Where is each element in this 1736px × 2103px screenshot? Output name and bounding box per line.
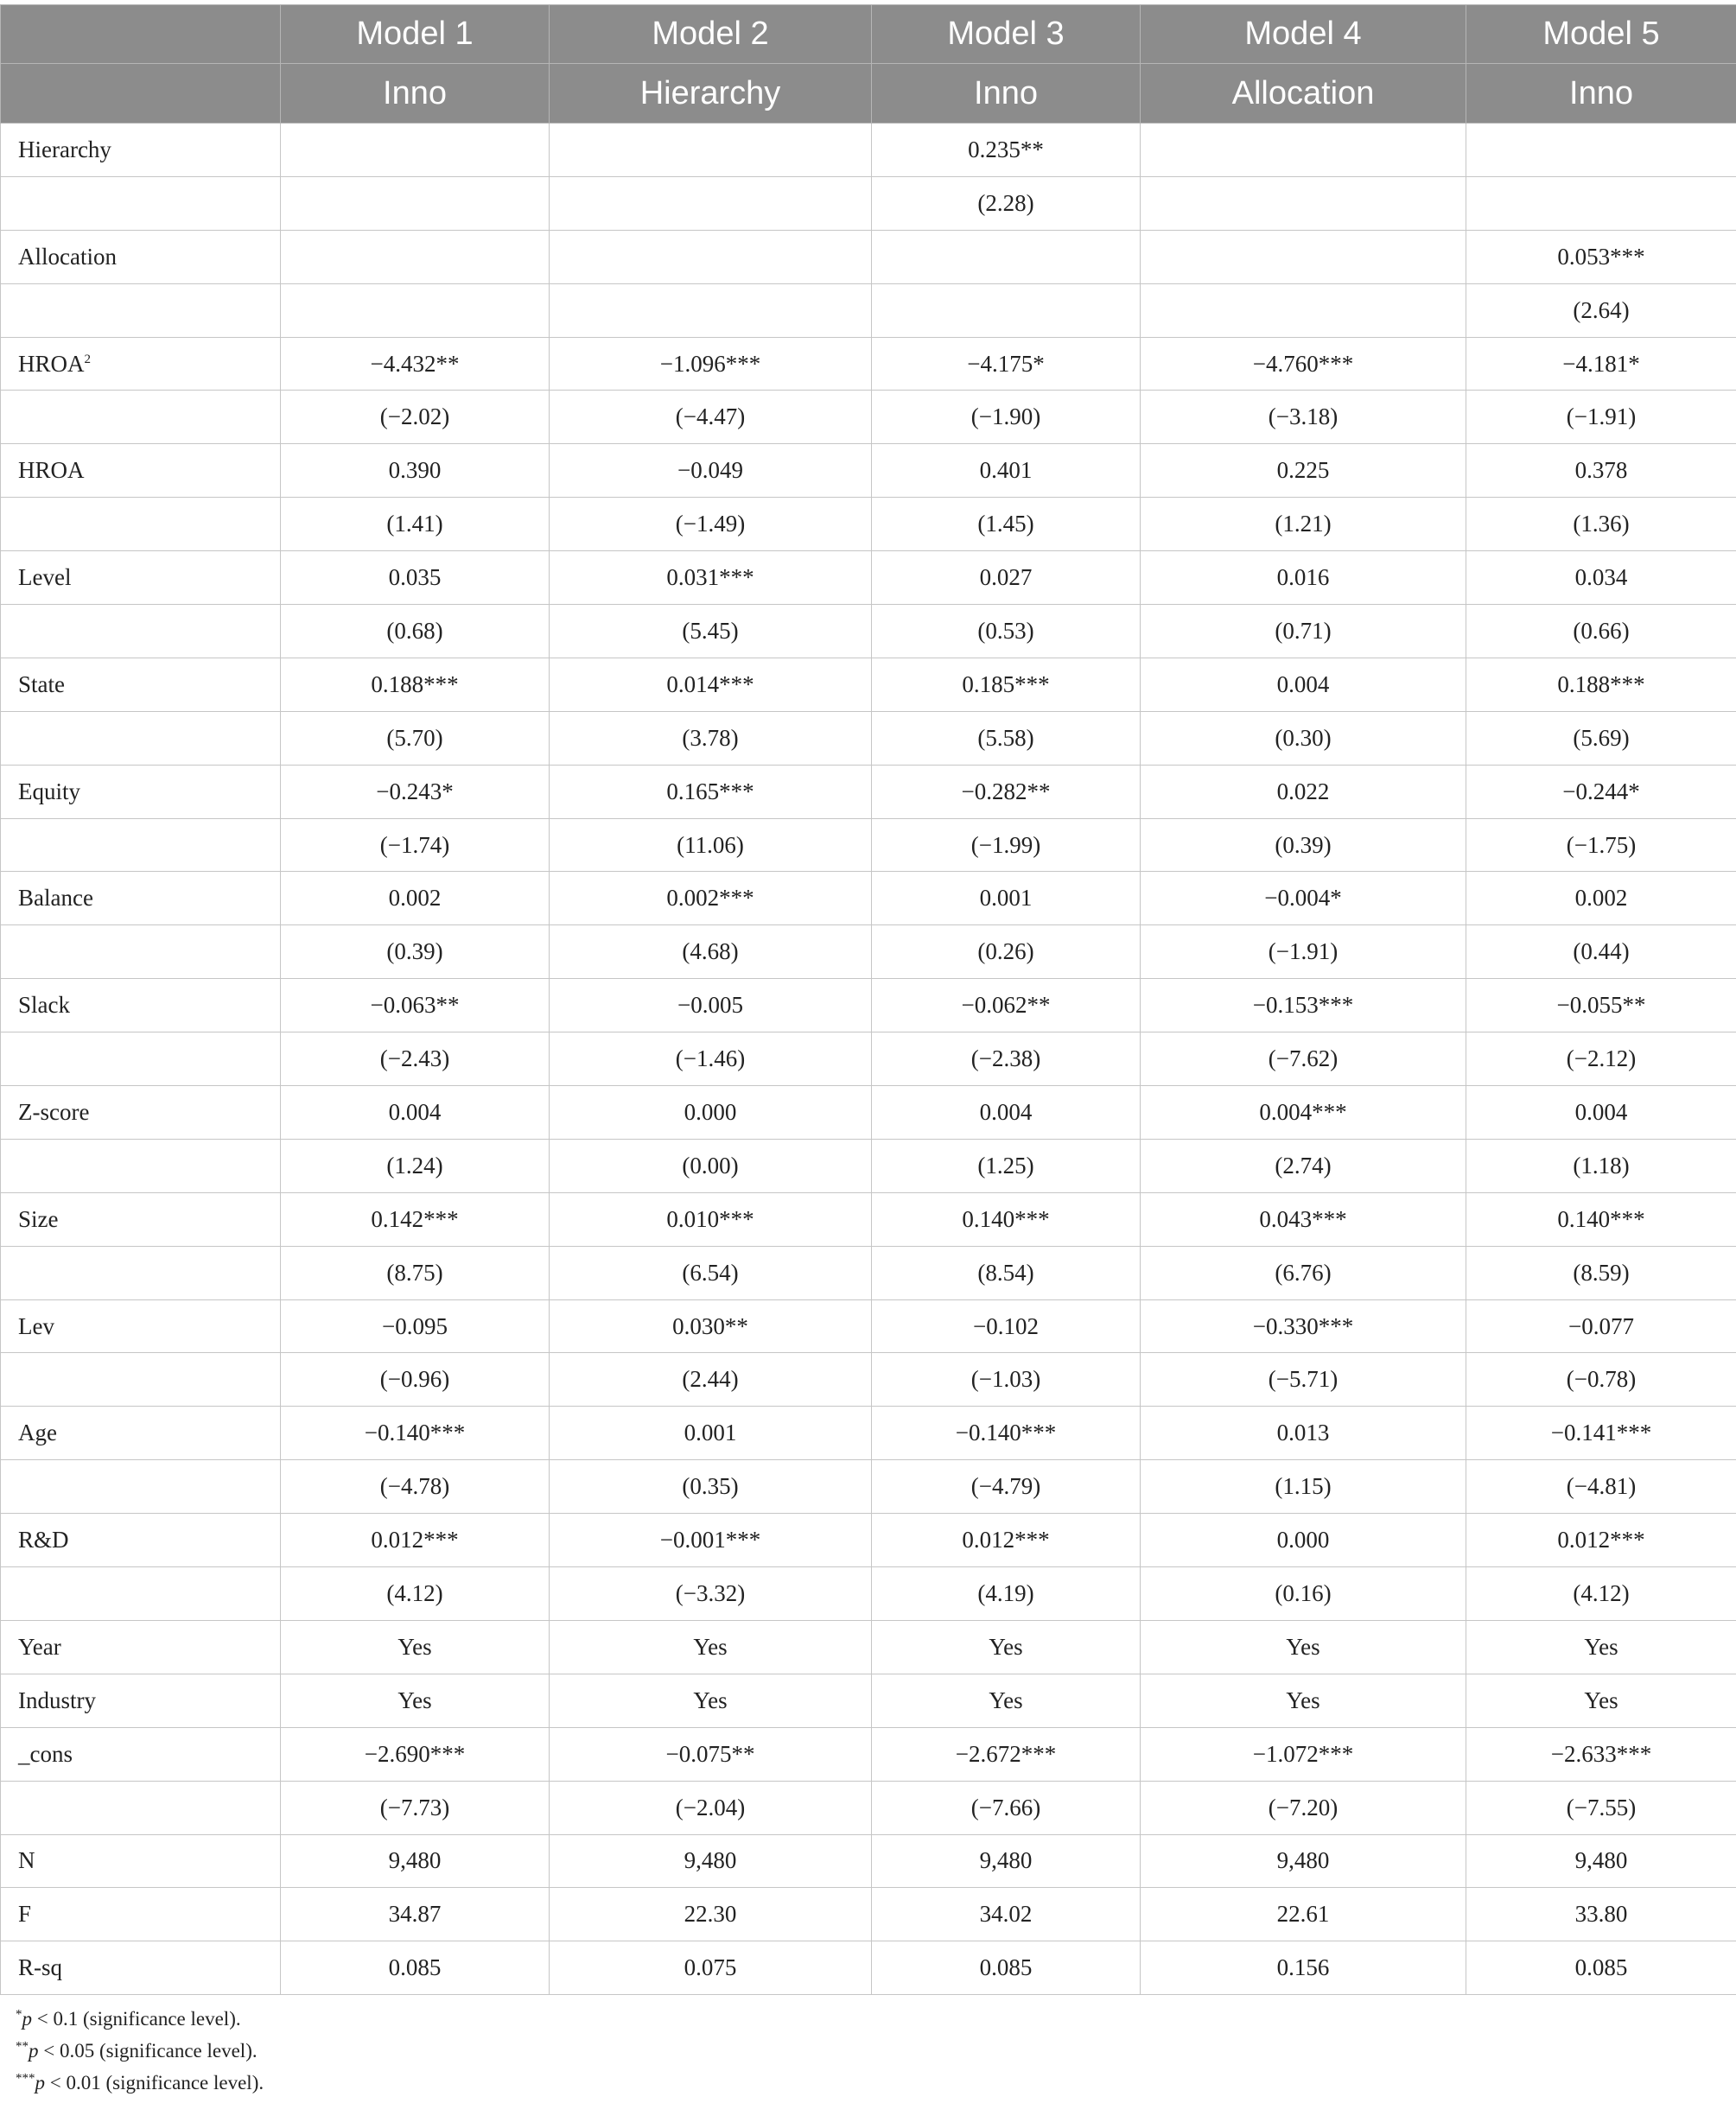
table-row — [1, 551, 1736, 605]
row-label — [1, 1674, 281, 1727]
row-label-text: Balance — [18, 885, 93, 912]
table-cell: (4.12) — [1466, 1567, 1736, 1621]
table-row — [1, 1567, 1736, 1621]
table-cell — [281, 230, 550, 283]
table-row — [1, 124, 1736, 177]
table-cell: Yes — [1141, 1620, 1466, 1674]
table-cell: (−1.49) — [550, 498, 872, 551]
table-cell: (11.06) — [550, 818, 872, 872]
row-label — [1, 711, 281, 765]
row-label-text: State — [18, 670, 65, 697]
note-p: p — [35, 2072, 45, 2093]
table-cell: 0.188*** — [281, 658, 550, 711]
header-corner — [1, 5, 281, 64]
row-label — [1, 872, 281, 925]
table-cell: 0.401 — [872, 444, 1141, 498]
table-cell: (−2.12) — [1466, 1032, 1736, 1086]
table-row — [1, 658, 1736, 711]
table-cell: −0.004* — [1141, 872, 1466, 925]
table-row — [1, 1781, 1736, 1834]
table-cell: 0.014*** — [550, 658, 872, 711]
table-row — [1, 1139, 1736, 1192]
table-cell: −4.175* — [872, 337, 1141, 391]
table-row — [1, 444, 1736, 498]
table-row — [1, 391, 1736, 444]
table-row — [1, 1299, 1736, 1353]
table-cell: (1.36) — [1466, 498, 1736, 551]
table-cell: Yes — [1141, 1674, 1466, 1727]
table-cell: −1.072*** — [1141, 1727, 1466, 1781]
header-row-dependent — [1, 64, 1736, 124]
header-model-5: Model 5 — [1466, 5, 1736, 64]
table-cell: (6.76) — [1141, 1246, 1466, 1299]
table-cell: (−7.55) — [1466, 1781, 1736, 1834]
table-row — [1, 1727, 1736, 1781]
table-cell: Yes — [281, 1674, 550, 1727]
note-text: < 0.1 (significance level). — [32, 2008, 241, 2030]
table-cell: Yes — [872, 1620, 1141, 1674]
table-cell: (−2.02) — [281, 391, 550, 444]
header-dep-4: Allocation — [1141, 64, 1466, 124]
table-cell: (0.30) — [1141, 711, 1466, 765]
table-notes — [16, 2003, 264, 2099]
table-cell: −0.095 — [281, 1299, 550, 1353]
row-label-text: Level — [18, 564, 72, 591]
table-cell: 0.140*** — [1466, 1192, 1736, 1246]
table-cell: (1.25) — [872, 1139, 1141, 1192]
regression-table — [0, 4, 1736, 1995]
table-cell: −0.141*** — [1466, 1407, 1736, 1460]
row-label-text: Industry — [18, 1687, 96, 1713]
table-row — [1, 1834, 1736, 1888]
table-cell: 0.140*** — [872, 1192, 1141, 1246]
row-label — [1, 176, 281, 230]
table-cell: (1.45) — [872, 498, 1141, 551]
row-label — [1, 1460, 281, 1514]
table-row — [1, 765, 1736, 818]
table-cell: (−0.78) — [1466, 1353, 1736, 1407]
table-cell: 34.87 — [281, 1888, 550, 1941]
table-row — [1, 1888, 1736, 1941]
table-cell: Yes — [872, 1674, 1141, 1727]
row-label-text: Slack — [18, 992, 70, 1019]
table-cell: (2.28) — [872, 176, 1141, 230]
table-cell: −0.063** — [281, 979, 550, 1032]
table-row — [1, 1086, 1736, 1140]
table-cell: −0.062** — [872, 979, 1141, 1032]
table-cell: (−7.62) — [1141, 1032, 1466, 1086]
table-cell: −0.140*** — [872, 1407, 1141, 1460]
table-cell: −0.055** — [1466, 979, 1736, 1032]
table-cell: 0.001 — [872, 872, 1141, 925]
table-cell: 0.000 — [1141, 1514, 1466, 1567]
table-cell: 9,480 — [1141, 1834, 1466, 1888]
row-label — [1, 1353, 281, 1407]
row-label — [1, 444, 281, 498]
table-cell: −2.690*** — [281, 1727, 550, 1781]
table-cell: (−2.38) — [872, 1032, 1141, 1086]
row-label — [1, 337, 281, 391]
table-cell: 0.156 — [1141, 1941, 1466, 1995]
table-cell: 9,480 — [872, 1834, 1141, 1888]
table-cell: (0.26) — [872, 925, 1141, 979]
table-cell: −0.049 — [550, 444, 872, 498]
header-model-3: Model 3 — [872, 5, 1141, 64]
table-cell: (0.39) — [1141, 818, 1466, 872]
table-cell: 0.012*** — [281, 1514, 550, 1567]
table-cell — [1141, 176, 1466, 230]
row-label — [1, 1888, 281, 1941]
table-cell: (0.00) — [550, 1139, 872, 1192]
header-dep-5: Inno — [1466, 64, 1736, 124]
row-label — [1, 1834, 281, 1888]
row-label — [1, 1246, 281, 1299]
row-label-text: Age — [18, 1420, 57, 1446]
table-cell: (0.66) — [1466, 605, 1736, 658]
table-cell: (8.54) — [872, 1246, 1141, 1299]
table-cell: 0.022 — [1141, 765, 1466, 818]
table-cell: 0.004*** — [1141, 1086, 1466, 1140]
table-cell: 0.001 — [550, 1407, 872, 1460]
table-cell: 0.027 — [872, 551, 1141, 605]
table-cell: (−1.03) — [872, 1353, 1141, 1407]
header-dep-2: Hierarchy — [550, 64, 872, 124]
table-cell: 9,480 — [281, 1834, 550, 1888]
row-label-text: HROA — [18, 350, 85, 377]
table-cell: (0.53) — [872, 605, 1141, 658]
table-cell: 22.30 — [550, 1888, 872, 1941]
table-cell: 9,480 — [1466, 1834, 1736, 1888]
table-cell: 0.085 — [1466, 1941, 1736, 1995]
table-cell: (−4.79) — [872, 1460, 1141, 1514]
row-label-text: Year — [18, 1633, 61, 1660]
row-label — [1, 925, 281, 979]
table-cell: (−1.75) — [1466, 818, 1736, 872]
row-label — [1, 551, 281, 605]
table-cell: Yes — [1466, 1674, 1736, 1727]
row-label-text: Size — [18, 1205, 59, 1232]
table-cell — [550, 283, 872, 337]
table-row — [1, 818, 1736, 872]
table-cell: (0.71) — [1141, 605, 1466, 658]
table-cell: (4.68) — [550, 925, 872, 979]
table-cell: 0.035 — [281, 551, 550, 605]
table-cell: (0.44) — [1466, 925, 1736, 979]
table-row — [1, 1192, 1736, 1246]
table-cell: 0.378 — [1466, 444, 1736, 498]
table-cell: 0.043*** — [1141, 1192, 1466, 1246]
row-label — [1, 124, 281, 177]
table-cell: 0.016 — [1141, 551, 1466, 605]
row-label — [1, 1567, 281, 1621]
row-label — [1, 1727, 281, 1781]
row-label-text: Z-score — [18, 1098, 90, 1125]
note-p: p — [29, 2040, 39, 2062]
table-cell: 33.80 — [1466, 1888, 1736, 1941]
row-label — [1, 391, 281, 444]
note-line — [16, 2003, 264, 2035]
table-cell: (1.41) — [281, 498, 550, 551]
note-line — [16, 2035, 264, 2067]
note-stars: *** — [16, 2071, 35, 2086]
table-cell: 0.004 — [281, 1086, 550, 1140]
table-row — [1, 1032, 1736, 1086]
row-label — [1, 1299, 281, 1353]
table-row — [1, 872, 1736, 925]
table-cell: (−7.20) — [1141, 1781, 1466, 1834]
table-cell: (−3.32) — [550, 1567, 872, 1621]
note-text: < 0.01 (significance level). — [45, 2072, 264, 2093]
table-cell: −0.075** — [550, 1727, 872, 1781]
table-cell: −0.244* — [1466, 765, 1736, 818]
table-cell: (0.35) — [550, 1460, 872, 1514]
table-cell — [1141, 283, 1466, 337]
table-cell — [550, 124, 872, 177]
table-cell: (5.58) — [872, 711, 1141, 765]
table-cell: Yes — [550, 1674, 872, 1727]
row-label — [1, 979, 281, 1032]
table-cell: (5.45) — [550, 605, 872, 658]
table-cell: 0.002*** — [550, 872, 872, 925]
table-cell: (−4.78) — [281, 1460, 550, 1514]
table-cell: (−4.47) — [550, 391, 872, 444]
table-cell: (−2.43) — [281, 1032, 550, 1086]
table-cell: (−1.90) — [872, 391, 1141, 444]
row-label-text: R&D — [18, 1527, 69, 1553]
table-cell: 0.235** — [872, 124, 1141, 177]
table-cell — [872, 283, 1141, 337]
table-cell: −1.096*** — [550, 337, 872, 391]
table-cell: 0.010*** — [550, 1192, 872, 1246]
row-label — [1, 1192, 281, 1246]
row-label-text: _cons — [18, 1740, 73, 1767]
table-cell: Yes — [281, 1620, 550, 1674]
table-cell — [872, 230, 1141, 283]
table-cell: (−0.96) — [281, 1353, 550, 1407]
row-label-text: N — [18, 1847, 35, 1874]
row-label — [1, 1781, 281, 1834]
table-cell: (8.75) — [281, 1246, 550, 1299]
table-cell — [1466, 124, 1736, 177]
table-cell — [281, 124, 550, 177]
table-cell: 22.61 — [1141, 1888, 1466, 1941]
table-row — [1, 498, 1736, 551]
table-cell: 0.165*** — [550, 765, 872, 818]
header-row-models — [1, 5, 1736, 64]
row-label — [1, 605, 281, 658]
table-cell: −4.181* — [1466, 337, 1736, 391]
header-corner-2 — [1, 64, 281, 124]
table-cell — [1141, 124, 1466, 177]
table-cell: 0.225 — [1141, 444, 1466, 498]
table-row — [1, 230, 1736, 283]
table-cell: (5.70) — [281, 711, 550, 765]
table-cell: 0.185*** — [872, 658, 1141, 711]
table-cell: (2.44) — [550, 1353, 872, 1407]
table-cell: 0.085 — [281, 1941, 550, 1995]
row-label — [1, 1139, 281, 1192]
table-cell: (−2.04) — [550, 1781, 872, 1834]
table-cell: (5.69) — [1466, 711, 1736, 765]
table-cell: (4.12) — [281, 1567, 550, 1621]
table-cell: 0.004 — [1141, 658, 1466, 711]
table-cell: 0.012*** — [872, 1514, 1141, 1567]
note-stars: ** — [16, 2039, 29, 2054]
table-row — [1, 1941, 1736, 1995]
table-cell: −0.153*** — [1141, 979, 1466, 1032]
table-cell: 0.031*** — [550, 551, 872, 605]
table-row — [1, 176, 1736, 230]
table-cell: (−1.46) — [550, 1032, 872, 1086]
table-cell: (0.39) — [281, 925, 550, 979]
row-label-text: R-sq — [18, 1954, 63, 1981]
table-cell: (0.16) — [1141, 1567, 1466, 1621]
table-row — [1, 1246, 1736, 1299]
table-cell: (0.68) — [281, 605, 550, 658]
table-cell: −0.330*** — [1141, 1299, 1466, 1353]
table-cell: (4.19) — [872, 1567, 1141, 1621]
table-cell: −0.243* — [281, 765, 550, 818]
header-model-2: Model 2 — [550, 5, 872, 64]
header-dep-1: Inno — [281, 64, 550, 124]
table-row — [1, 925, 1736, 979]
row-label — [1, 1407, 281, 1460]
row-label-text: Equity — [18, 778, 80, 804]
table-body — [1, 124, 1736, 1995]
table-cell: 34.02 — [872, 1888, 1141, 1941]
table-cell: (−7.73) — [281, 1781, 550, 1834]
table-cell: 0.002 — [1466, 872, 1736, 925]
table-cell: 0.000 — [550, 1086, 872, 1140]
row-label — [1, 283, 281, 337]
table-row — [1, 979, 1736, 1032]
row-label — [1, 498, 281, 551]
table-cell: −4.760*** — [1141, 337, 1466, 391]
table-cell: −0.077 — [1466, 1299, 1736, 1353]
table-cell: (1.15) — [1141, 1460, 1466, 1514]
row-label — [1, 818, 281, 872]
row-label-text: Hierarchy — [18, 136, 111, 162]
header-model-4: Model 4 — [1141, 5, 1466, 64]
table-cell: 0.002 — [281, 872, 550, 925]
table-cell — [1466, 176, 1736, 230]
table-cell: (1.24) — [281, 1139, 550, 1192]
table-cell: −4.432** — [281, 337, 550, 391]
table-cell: 0.053*** — [1466, 230, 1736, 283]
table-cell: (−1.91) — [1141, 925, 1466, 979]
table-cell: 0.075 — [550, 1941, 872, 1995]
table-row — [1, 1620, 1736, 1674]
table-cell — [281, 176, 550, 230]
row-label-text: HROA — [18, 457, 85, 484]
note-p: p — [22, 2008, 32, 2030]
note-text: < 0.05 (significance level). — [38, 2040, 258, 2062]
table-cell: (1.21) — [1141, 498, 1466, 551]
header-model-1: Model 1 — [281, 5, 550, 64]
table-cell: (2.64) — [1466, 283, 1736, 337]
row-label — [1, 1086, 281, 1140]
table-cell: 0.142*** — [281, 1192, 550, 1246]
table-cell: (8.59) — [1466, 1246, 1736, 1299]
row-label — [1, 1032, 281, 1086]
note-stars: * — [16, 2007, 22, 2022]
table-cell: (−3.18) — [1141, 391, 1466, 444]
table-row — [1, 1353, 1736, 1407]
table-cell: (−1.74) — [281, 818, 550, 872]
table-cell: (−1.91) — [1466, 391, 1736, 444]
row-label — [1, 658, 281, 711]
table-cell: Yes — [1466, 1620, 1736, 1674]
table-cell: 0.004 — [1466, 1086, 1736, 1140]
table-cell: (−5.71) — [1141, 1353, 1466, 1407]
table-cell: 0.390 — [281, 444, 550, 498]
table-cell: −2.672*** — [872, 1727, 1141, 1781]
table-header — [1, 5, 1736, 124]
table-cell: (3.78) — [550, 711, 872, 765]
table-cell — [1141, 230, 1466, 283]
table-cell: 0.188*** — [1466, 658, 1736, 711]
row-label-text: Lev — [18, 1312, 54, 1339]
table-row — [1, 1407, 1736, 1460]
row-label — [1, 1620, 281, 1674]
row-label-superscript: 2 — [84, 352, 92, 366]
table-cell: (1.18) — [1466, 1139, 1736, 1192]
table-cell: 0.034 — [1466, 551, 1736, 605]
table-cell: 0.030** — [550, 1299, 872, 1353]
table-cell: −0.005 — [550, 979, 872, 1032]
table-cell — [550, 176, 872, 230]
table-row — [1, 1674, 1736, 1727]
table-cell: −0.140*** — [281, 1407, 550, 1460]
table-row — [1, 337, 1736, 391]
table-cell: (−1.99) — [872, 818, 1141, 872]
header-dep-3: Inno — [872, 64, 1141, 124]
table-row — [1, 283, 1736, 337]
table-row — [1, 1460, 1736, 1514]
table-cell: −0.282** — [872, 765, 1141, 818]
table-cell: 0.004 — [872, 1086, 1141, 1140]
table-cell: 0.012*** — [1466, 1514, 1736, 1567]
table-cell: (−4.81) — [1466, 1460, 1736, 1514]
table-cell: −0.102 — [872, 1299, 1141, 1353]
table-cell — [550, 230, 872, 283]
table-row — [1, 605, 1736, 658]
row-label — [1, 765, 281, 818]
row-label — [1, 1514, 281, 1567]
table-cell: (6.54) — [550, 1246, 872, 1299]
table-row — [1, 1514, 1736, 1567]
table-cell — [281, 283, 550, 337]
note-line — [16, 2067, 264, 2099]
row-label-text: F — [18, 1901, 32, 1928]
table-cell: 9,480 — [550, 1834, 872, 1888]
table-cell: (−7.66) — [872, 1781, 1141, 1834]
row-label-text: Allocation — [18, 243, 117, 270]
row-label — [1, 1941, 281, 1995]
table-cell: (2.74) — [1141, 1139, 1466, 1192]
table-cell: −2.633*** — [1466, 1727, 1736, 1781]
table-cell: Yes — [550, 1620, 872, 1674]
row-label — [1, 230, 281, 283]
table-cell: 0.013 — [1141, 1407, 1466, 1460]
table-row — [1, 711, 1736, 765]
table-cell: 0.085 — [872, 1941, 1141, 1995]
table-cell: −0.001*** — [550, 1514, 872, 1567]
